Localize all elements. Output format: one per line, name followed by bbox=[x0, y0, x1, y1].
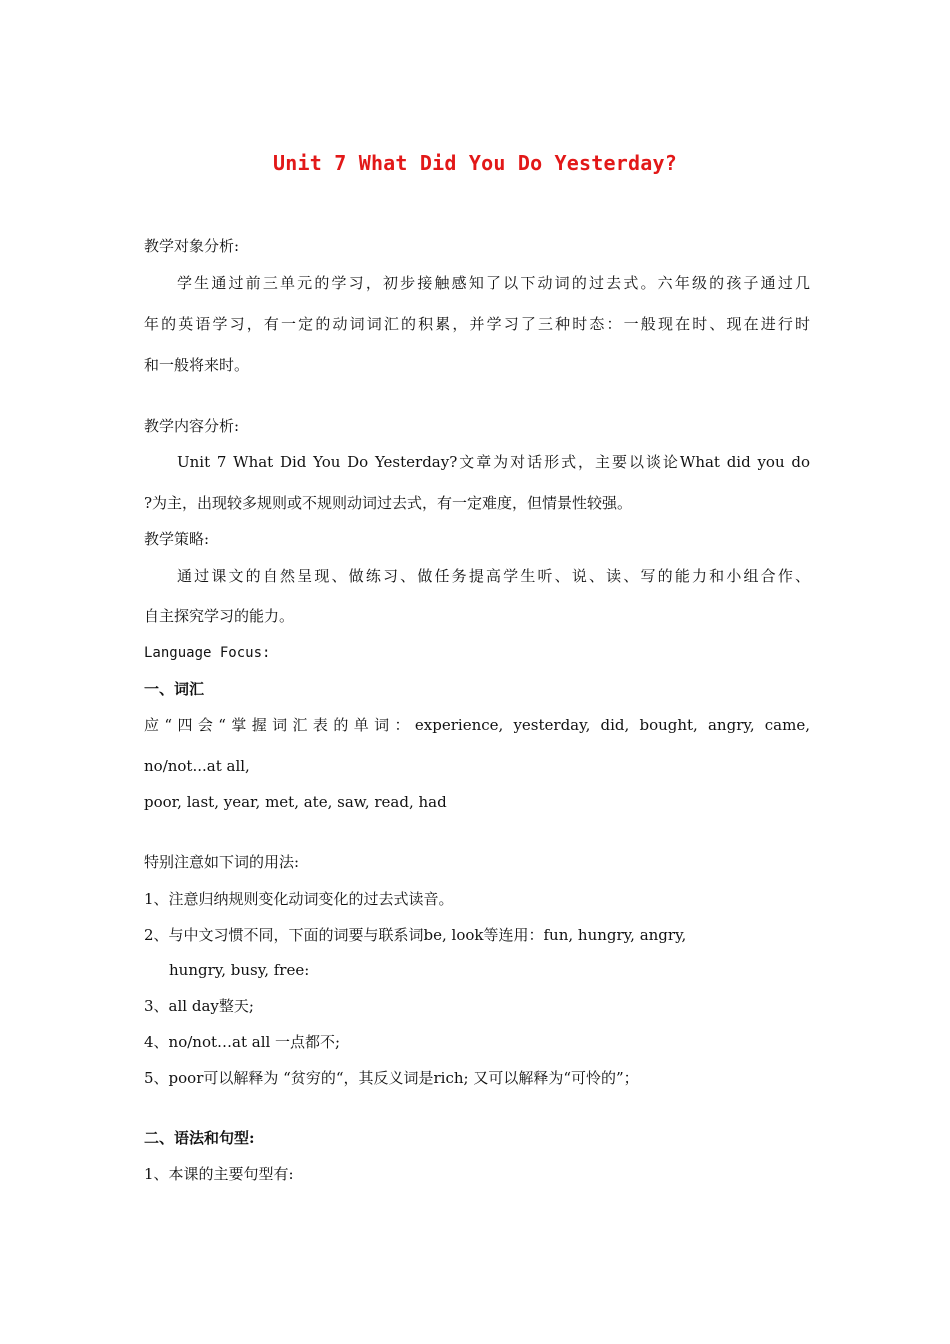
note-item: 2、与中文习惯不同，下面的词要与联系词be, look等连用：fun, hungry, angry, bbox=[144, 926, 687, 944]
vocab-line: poor, last, year, met, ate, saw, read, had bbox=[144, 793, 447, 811]
grammar-item: 1、本课的主要句型有: bbox=[144, 1165, 294, 1183]
page-title: Unit 7 What Did You Do Yesterday? bbox=[273, 151, 677, 175]
section-heading-grammar: 二、语法和句型: bbox=[144, 1129, 255, 1147]
note-item-continuation: hungry, busy, free: bbox=[169, 961, 310, 979]
paragraph-line: 和一般将来时。 bbox=[144, 356, 250, 374]
paragraph-line: 学生通过前三单元的学习，初步接触感知了以下动词的过去式。六年级的孩子通过几 bbox=[177, 274, 810, 292]
note-item: 1、注意归纳规则变化动词变化的过去式读音。 bbox=[144, 890, 454, 908]
paragraph-line: ?为主，出现较多规则或不规则动词过去式，有一定难度，但情景性较强。 bbox=[144, 494, 633, 512]
note-item: 5、poor可以解释为 “贫穷的“，其反义词是rich; 又可以解释为“可怜的”； bbox=[144, 1069, 639, 1087]
note-item: 3、all day整天; bbox=[144, 997, 254, 1015]
paragraph-line: 年的英语学习，有一定的动词词汇的积累，并学习了三种时态：一般现在时、现在进行时 bbox=[144, 315, 810, 333]
section-heading-notes: 特别注意如下词的用法: bbox=[144, 853, 300, 871]
vocab-line: 应“四会“掌握词汇表的单词：experience, yesterday, did, bought, angry, came, bbox=[144, 716, 810, 734]
section-heading-content: 教学内容分析: bbox=[144, 417, 240, 435]
language-focus-label: Language Focus: bbox=[144, 645, 271, 661]
section-heading-students: 教学对象分析: bbox=[144, 237, 240, 255]
paragraph-line: 自主探究学习的能力。 bbox=[144, 607, 295, 625]
paragraph-line: 通过课文的自然呈现、做练习、做任务提高学生听、说、读、写的能力和小组合作、 bbox=[177, 567, 810, 585]
vocab-line: no/not...at all, bbox=[144, 757, 250, 775]
section-heading-strategy: 教学策略: bbox=[144, 530, 210, 548]
note-item: 4、no/not…at all 一点都不; bbox=[144, 1033, 341, 1051]
paragraph-line: Unit 7 What Did You Do Yesterday?文章为对话形式，主要以谈论What did you do bbox=[177, 453, 810, 471]
section-heading-vocab: 一、词汇 bbox=[144, 680, 205, 698]
